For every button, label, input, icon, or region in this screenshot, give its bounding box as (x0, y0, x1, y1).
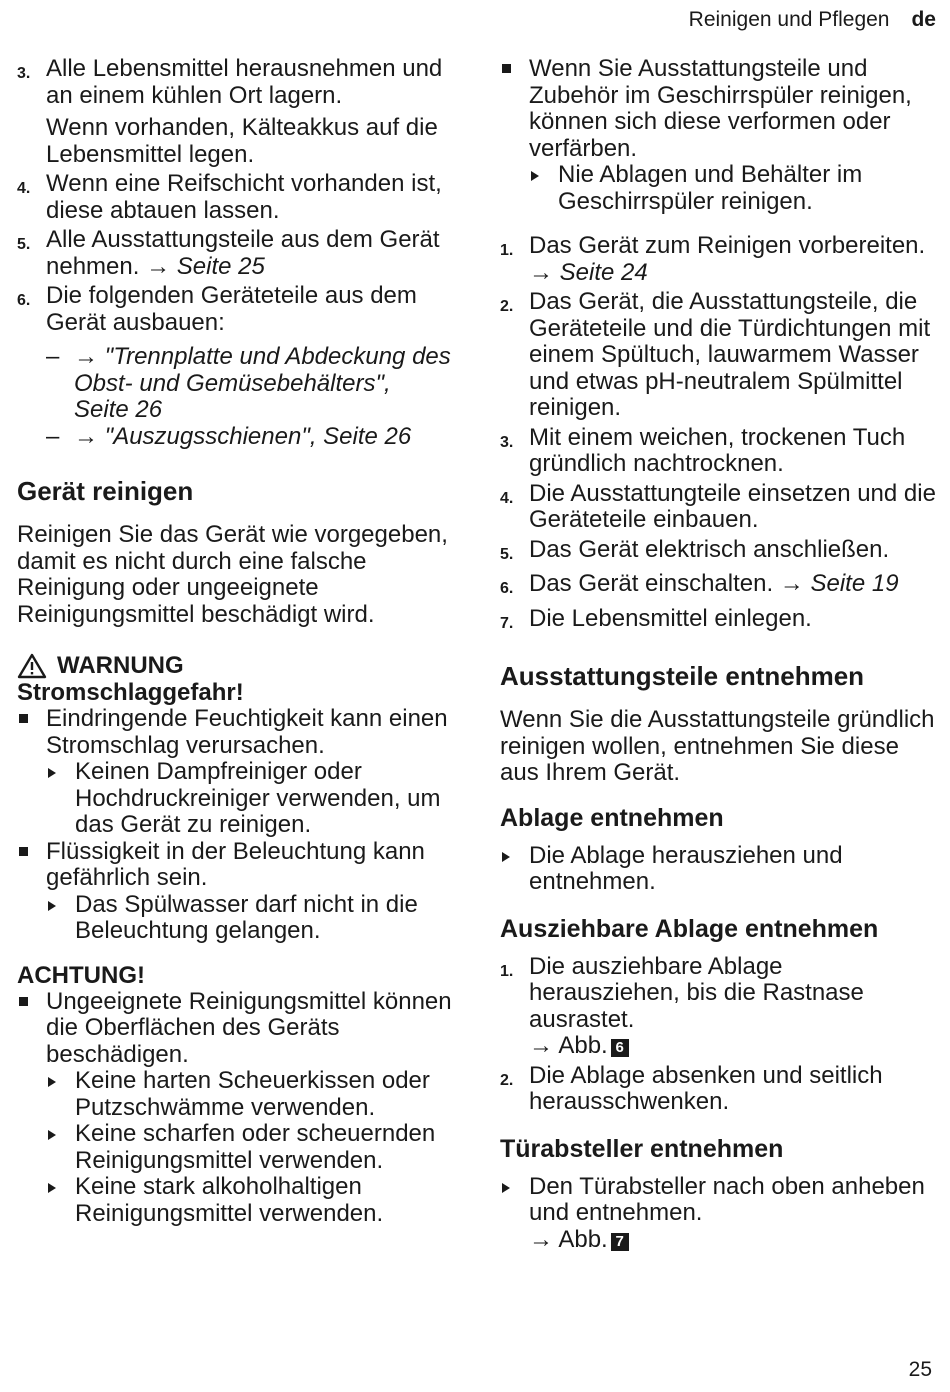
warning-triangle-icon (17, 653, 47, 679)
arrow-right-icon: → (779, 570, 804, 597)
triangle-bullet-icon (46, 1174, 75, 1227)
step-text: Die folgenden Geräteteile aus dem Gerät ausbauen: (46, 282, 417, 336)
step-text: Das Gerät einschalten. (529, 570, 774, 597)
section-heading: Ausstattungsteile entnehmen (500, 661, 865, 691)
action-step (46, 1121, 452, 1174)
page-header (689, 8, 936, 32)
list-item (17, 56, 452, 168)
triangle-bullet-icon (46, 1121, 75, 1174)
list-item (500, 537, 936, 569)
bullet-text: Ungeeignete Reinigungsmittel können die Oberflächen des Geräts beschädigen. (46, 987, 452, 1068)
step-text: Das Gerät zum Reinigen vorbereiten. (529, 232, 926, 259)
square-bullet-icon (500, 56, 529, 162)
list-item (17, 283, 452, 336)
list-item (17, 171, 452, 224)
square-bullet-icon (17, 706, 46, 759)
arrow-right-icon: → (529, 1032, 553, 1059)
step-text: Alle Ausstattungsteile aus dem Gerät nehmen. (46, 226, 440, 280)
arrow-right-icon: → (74, 422, 105, 450)
step-number: 3. (17, 65, 31, 82)
step-subtext: Wenn vorhanden, Kälteakkus auf die Lebensmittel legen. (46, 114, 438, 168)
warning-subtitle: Stromschlaggefahr! (17, 679, 244, 706)
action-step (500, 1174, 936, 1254)
right-column (500, 56, 936, 1253)
list-item (500, 481, 936, 534)
page-reference-link[interactable]: Seite 24 (559, 258, 648, 286)
step-text: Die Lebensmittel einlegen. (529, 604, 812, 632)
arrow-right-icon: → (529, 1225, 553, 1253)
left-column (17, 56, 452, 1227)
step-number: 4. (500, 489, 514, 507)
triangle-bullet-icon (46, 892, 75, 945)
action-step (529, 162, 936, 215)
square-bullet-icon (17, 839, 46, 892)
action-step (500, 843, 936, 896)
step-text: Die Ablage absenken und seitlich herausschwenken. (529, 1061, 883, 1115)
list-item (500, 425, 936, 478)
action-text: Das Spülwasser darf nicht in die Beleuchtung gelangen. (75, 890, 418, 944)
step-text: Alle Lebensmittel herausnehmen und an einem kühlen Ort lagern. (46, 55, 443, 109)
action-step (46, 892, 452, 945)
page-reference-link[interactable]: "Trennplatte und Abdeckung des Obst- und Gemüsebehälters", Seite 26 (74, 343, 451, 423)
action-text: Keinen Dampfreiniger oder Hochdruckreiniger verwenden, um das Gerät zu reinigen. (75, 758, 441, 838)
action-text: Nie Ablagen und Behälter im Geschirrspüler reinigen. (558, 161, 863, 215)
subsection-heading: Ausziehbare Ablage entnehmen (500, 914, 879, 943)
page-reference-link[interactable]: Seite 25 (176, 252, 265, 280)
step-text: Mit einem weichen, trockenen Tuch gründlich nachtrocknen. (529, 423, 906, 477)
warning-label: WARNUNG (57, 652, 184, 679)
step-number: 4. (17, 180, 31, 197)
action-text: Keine stark alkoholhaltigen Reinigungsmittel verwenden. (75, 1173, 384, 1227)
dash-marker: – (46, 422, 60, 450)
list-item (17, 227, 452, 280)
bullet-item (17, 839, 452, 892)
dash-item (46, 424, 452, 451)
dash-item (46, 344, 452, 424)
list-item (500, 289, 936, 422)
step-number: 2. (500, 1071, 514, 1089)
bullet-text: Wenn Sie Ausstattungsteile und Zubehör im Geschirrspüler reinigen, können sich diese verformen oder verfärben. (529, 55, 912, 162)
step-number: 5. (17, 236, 31, 253)
page-reference-link[interactable]: Seite 19 (810, 570, 899, 597)
step-number: 2. (500, 298, 514, 315)
subsection-heading: Türabsteller entnehmen (500, 1134, 784, 1163)
page-reference-link[interactable]: "Auszugsschienen", Seite 26 (104, 422, 412, 450)
header-section: Reinigen und Pflegen (688, 8, 890, 31)
step-number: 7. (500, 614, 514, 632)
action-step (46, 1068, 452, 1121)
figure-reference-label: Abb. (558, 1225, 608, 1253)
list-item (500, 954, 936, 1060)
figure-number-badge: 7 (611, 1233, 629, 1251)
caution-label: ACHTUNG! (17, 961, 145, 989)
figure-number-badge: 6 (611, 1039, 629, 1057)
bullet-item (500, 56, 936, 162)
action-text: Keine scharfen oder scheuernden Reinigungsmittel verwenden. (75, 1120, 436, 1174)
list-item (500, 606, 936, 638)
action-step (46, 1174, 452, 1227)
step-number: 3. (500, 433, 514, 451)
action-text: Die Ablage herausziehen und entnehmen. (529, 841, 843, 895)
triangle-bullet-icon (46, 759, 75, 839)
step-number: 1. (500, 962, 514, 980)
bullet-item (17, 706, 452, 759)
arrow-right-icon: → (146, 252, 171, 280)
warning-title (17, 652, 452, 680)
list-item (500, 1063, 936, 1116)
step-text: Die Ausstattungteile einsetzen und die Geräteteile einbauen. (529, 479, 936, 533)
section-text: Wenn Sie die Ausstattungsteile gründlich reinigen wollen, entnehmen Sie diese aus Ihrem Gerät. (500, 706, 935, 786)
list-item (500, 571, 936, 603)
step-text: Wenn eine Reifschicht vorhanden ist, diese abtauen lassen. (46, 170, 442, 224)
step-text: Die ausziehbare Ablage herausziehen, bis die Rastnase ausrastet. (529, 952, 864, 1033)
section-text: Reinigen Sie das Gerät wie vorgegeben, damit es nicht durch eine falsche Reinigung oder ungeeignete Reinigungsmittel beschädigt wird. (17, 521, 448, 628)
action-step (46, 759, 452, 839)
step-number: 6. (500, 580, 514, 597)
bullet-item (17, 989, 452, 1069)
step-number: 6. (17, 292, 31, 309)
arrow-right-icon: → (529, 258, 553, 286)
triangle-bullet-icon (529, 162, 558, 215)
arrow-right-icon: → (74, 343, 105, 370)
list-item (500, 233, 936, 286)
bullet-text: Flüssigkeit in der Beleuchtung kann gefährlich sein. (46, 837, 425, 891)
page-number: 25 (908, 1358, 932, 1381)
step-text: Das Gerät elektrisch anschließen. (529, 535, 890, 563)
subsection-heading: Ablage entnehmen (500, 803, 724, 832)
step-number: 5. (500, 545, 514, 563)
action-text: Keine harten Scheuerkissen oder Putzschwämme verwenden. (75, 1067, 430, 1121)
square-bullet-icon (17, 989, 46, 1069)
triangle-bullet-icon (500, 1174, 529, 1254)
triangle-bullet-icon (500, 843, 529, 896)
bullet-text: Eindringende Feuchtigkeit kann einen Stromschlag verursachen. (46, 705, 448, 759)
section-heading: Gerät reinigen (17, 476, 194, 506)
triangle-bullet-icon (46, 1068, 75, 1121)
step-number: 1. (500, 242, 514, 259)
dash-marker: – (46, 343, 60, 370)
figure-reference-label: Abb. (558, 1032, 608, 1059)
header-language: de (911, 8, 936, 31)
step-text: Das Gerät, die Ausstattungsteile, die Geräteteile und die Türdichtungen mit einem Spültuch, lauwarmem Wasser und etwas pH-neutralem Spülmittel reinigen. (529, 288, 931, 421)
action-text: Den Türabsteller nach oben anheben und entnehmen. (529, 1172, 925, 1226)
